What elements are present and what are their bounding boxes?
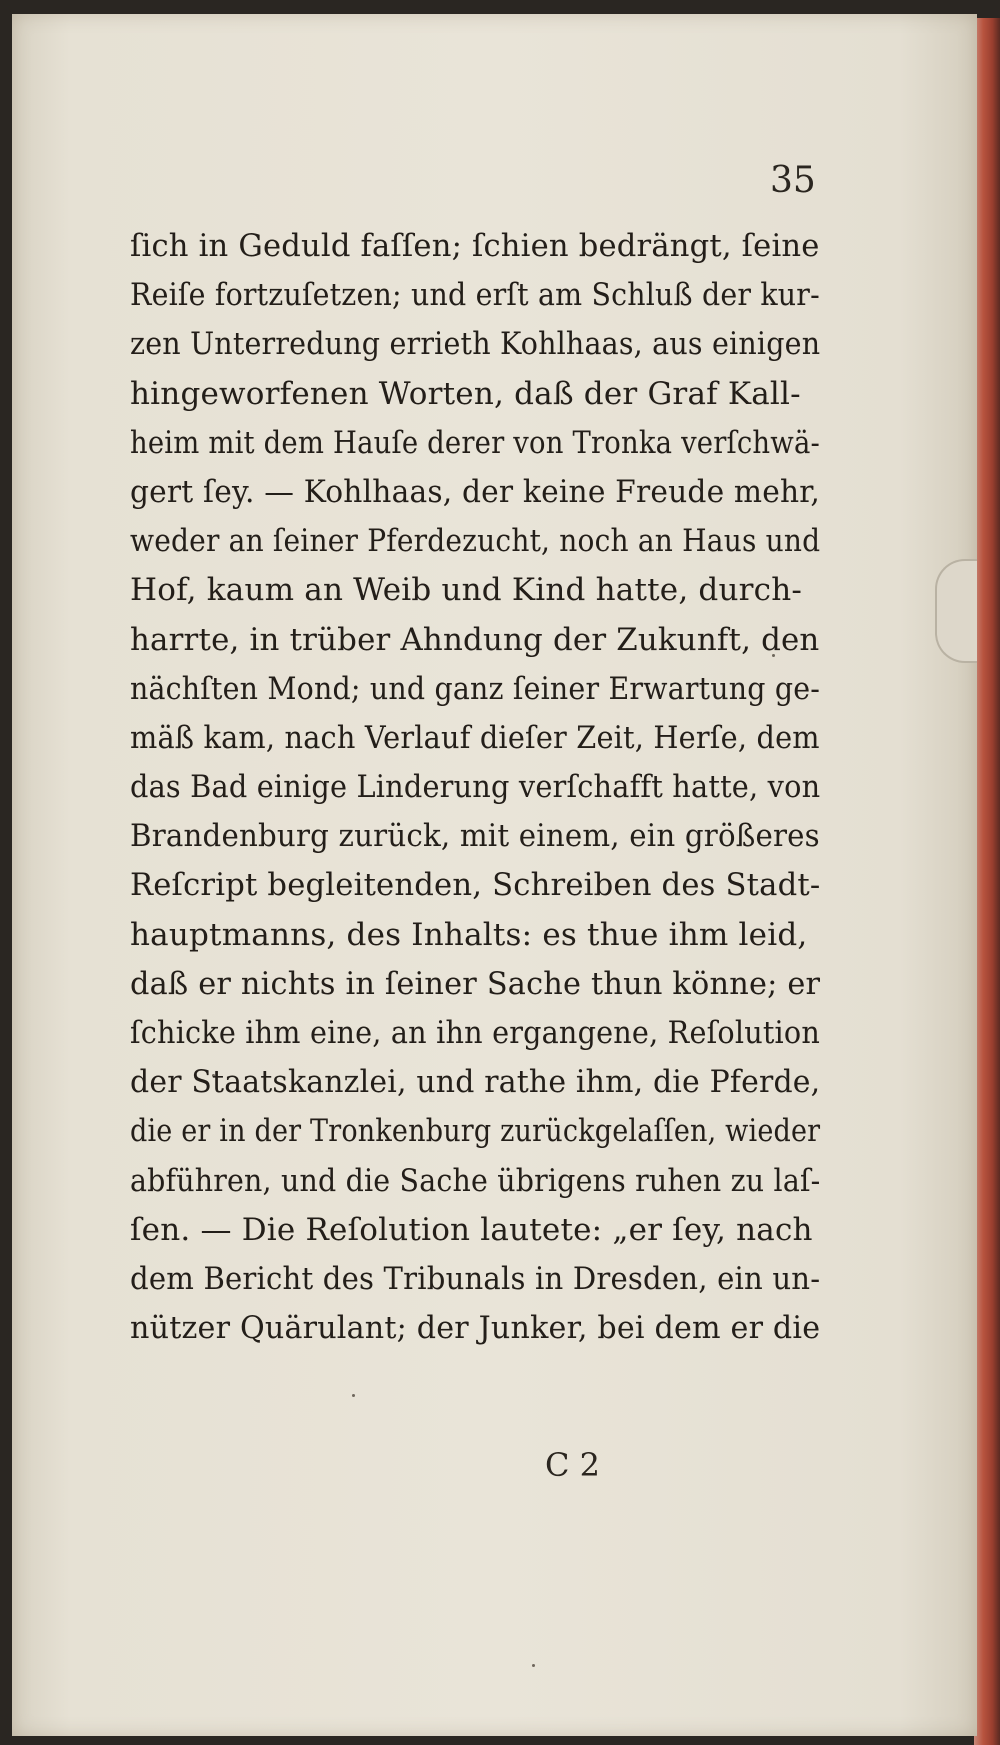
text-line: dem Bericht des Tribunals in Dresden, ein un- [130, 1260, 821, 1297]
text-line: nützer Quärulant; der Junker, bei dem er die [130, 1310, 821, 1347]
paper-speck [532, 1664, 535, 1667]
text-line: Brandenburg zurück, mit einem, ein größeres [130, 818, 820, 855]
text-line: der Staatskanzlei, und rathe ihm, die Pferde, [130, 1064, 821, 1101]
text-line: weder an ſeiner Pferdezucht, noch an Haus und [130, 523, 821, 560]
text-line: harrte, in trüber Ahndung der Zukunft, den [130, 621, 820, 658]
text-line: hingeworfenen Worten, daß der Graf Kall- [130, 375, 801, 412]
text-line: abführen, und die Sache übrigens ruhen zu laſ- [130, 1162, 821, 1199]
text-line: ſen. — Die Reſolution lautete: „er ſey, nach [130, 1211, 813, 1248]
text-line: ſchicke ihm eine, an ihn ergangene, Reſolution [130, 1015, 821, 1051]
text-line: mäß kam, nach Verlauf dieſer Zeit, Herſe, dem [130, 719, 820, 756]
text-line: die er in der Tronkenburg zurückgelaſſen, wieder [130, 1113, 821, 1150]
text-line: Reſcript begleitenden, Schreiben des Stadt- [130, 867, 821, 904]
signature-mark: C 2 [545, 1446, 601, 1484]
text-line: nächſten Mond; und ganz ſeiner Erwartung ge- [130, 670, 821, 707]
text-line: zen Unterredung errieth Kohlhaas, aus einigen [130, 326, 821, 363]
page-number: 35 [770, 160, 816, 201]
text-line: daß er nichts in ſeiner Sache thun könne; er [130, 965, 821, 1002]
text-line: heim mit dem Hauſe derer von Tronka verſchwä- [130, 424, 820, 461]
text-line: gert ſey. — Kohlhaas, der keine Freude mehr, [130, 473, 821, 510]
page-tab [935, 559, 977, 663]
text-line: das Bad einige Linderung verſchafft hatte, von [130, 769, 821, 806]
body-text [130, 222, 820, 1353]
text-line: hauptmanns, des Inhalts: es thue ihm leid, [130, 916, 808, 953]
text-line: ſich in Geduld faſſen; ſchien bedrängt, ſeine [130, 228, 820, 264]
paper-speck [352, 1394, 355, 1397]
page-edge [974, 18, 1000, 1745]
text-line: Reiſe fortzuſetzen; und erſt am Schluß der kur- [130, 277, 820, 314]
text-line: Hof, kaum an Weib und Kind hatte, durch- [130, 572, 803, 609]
